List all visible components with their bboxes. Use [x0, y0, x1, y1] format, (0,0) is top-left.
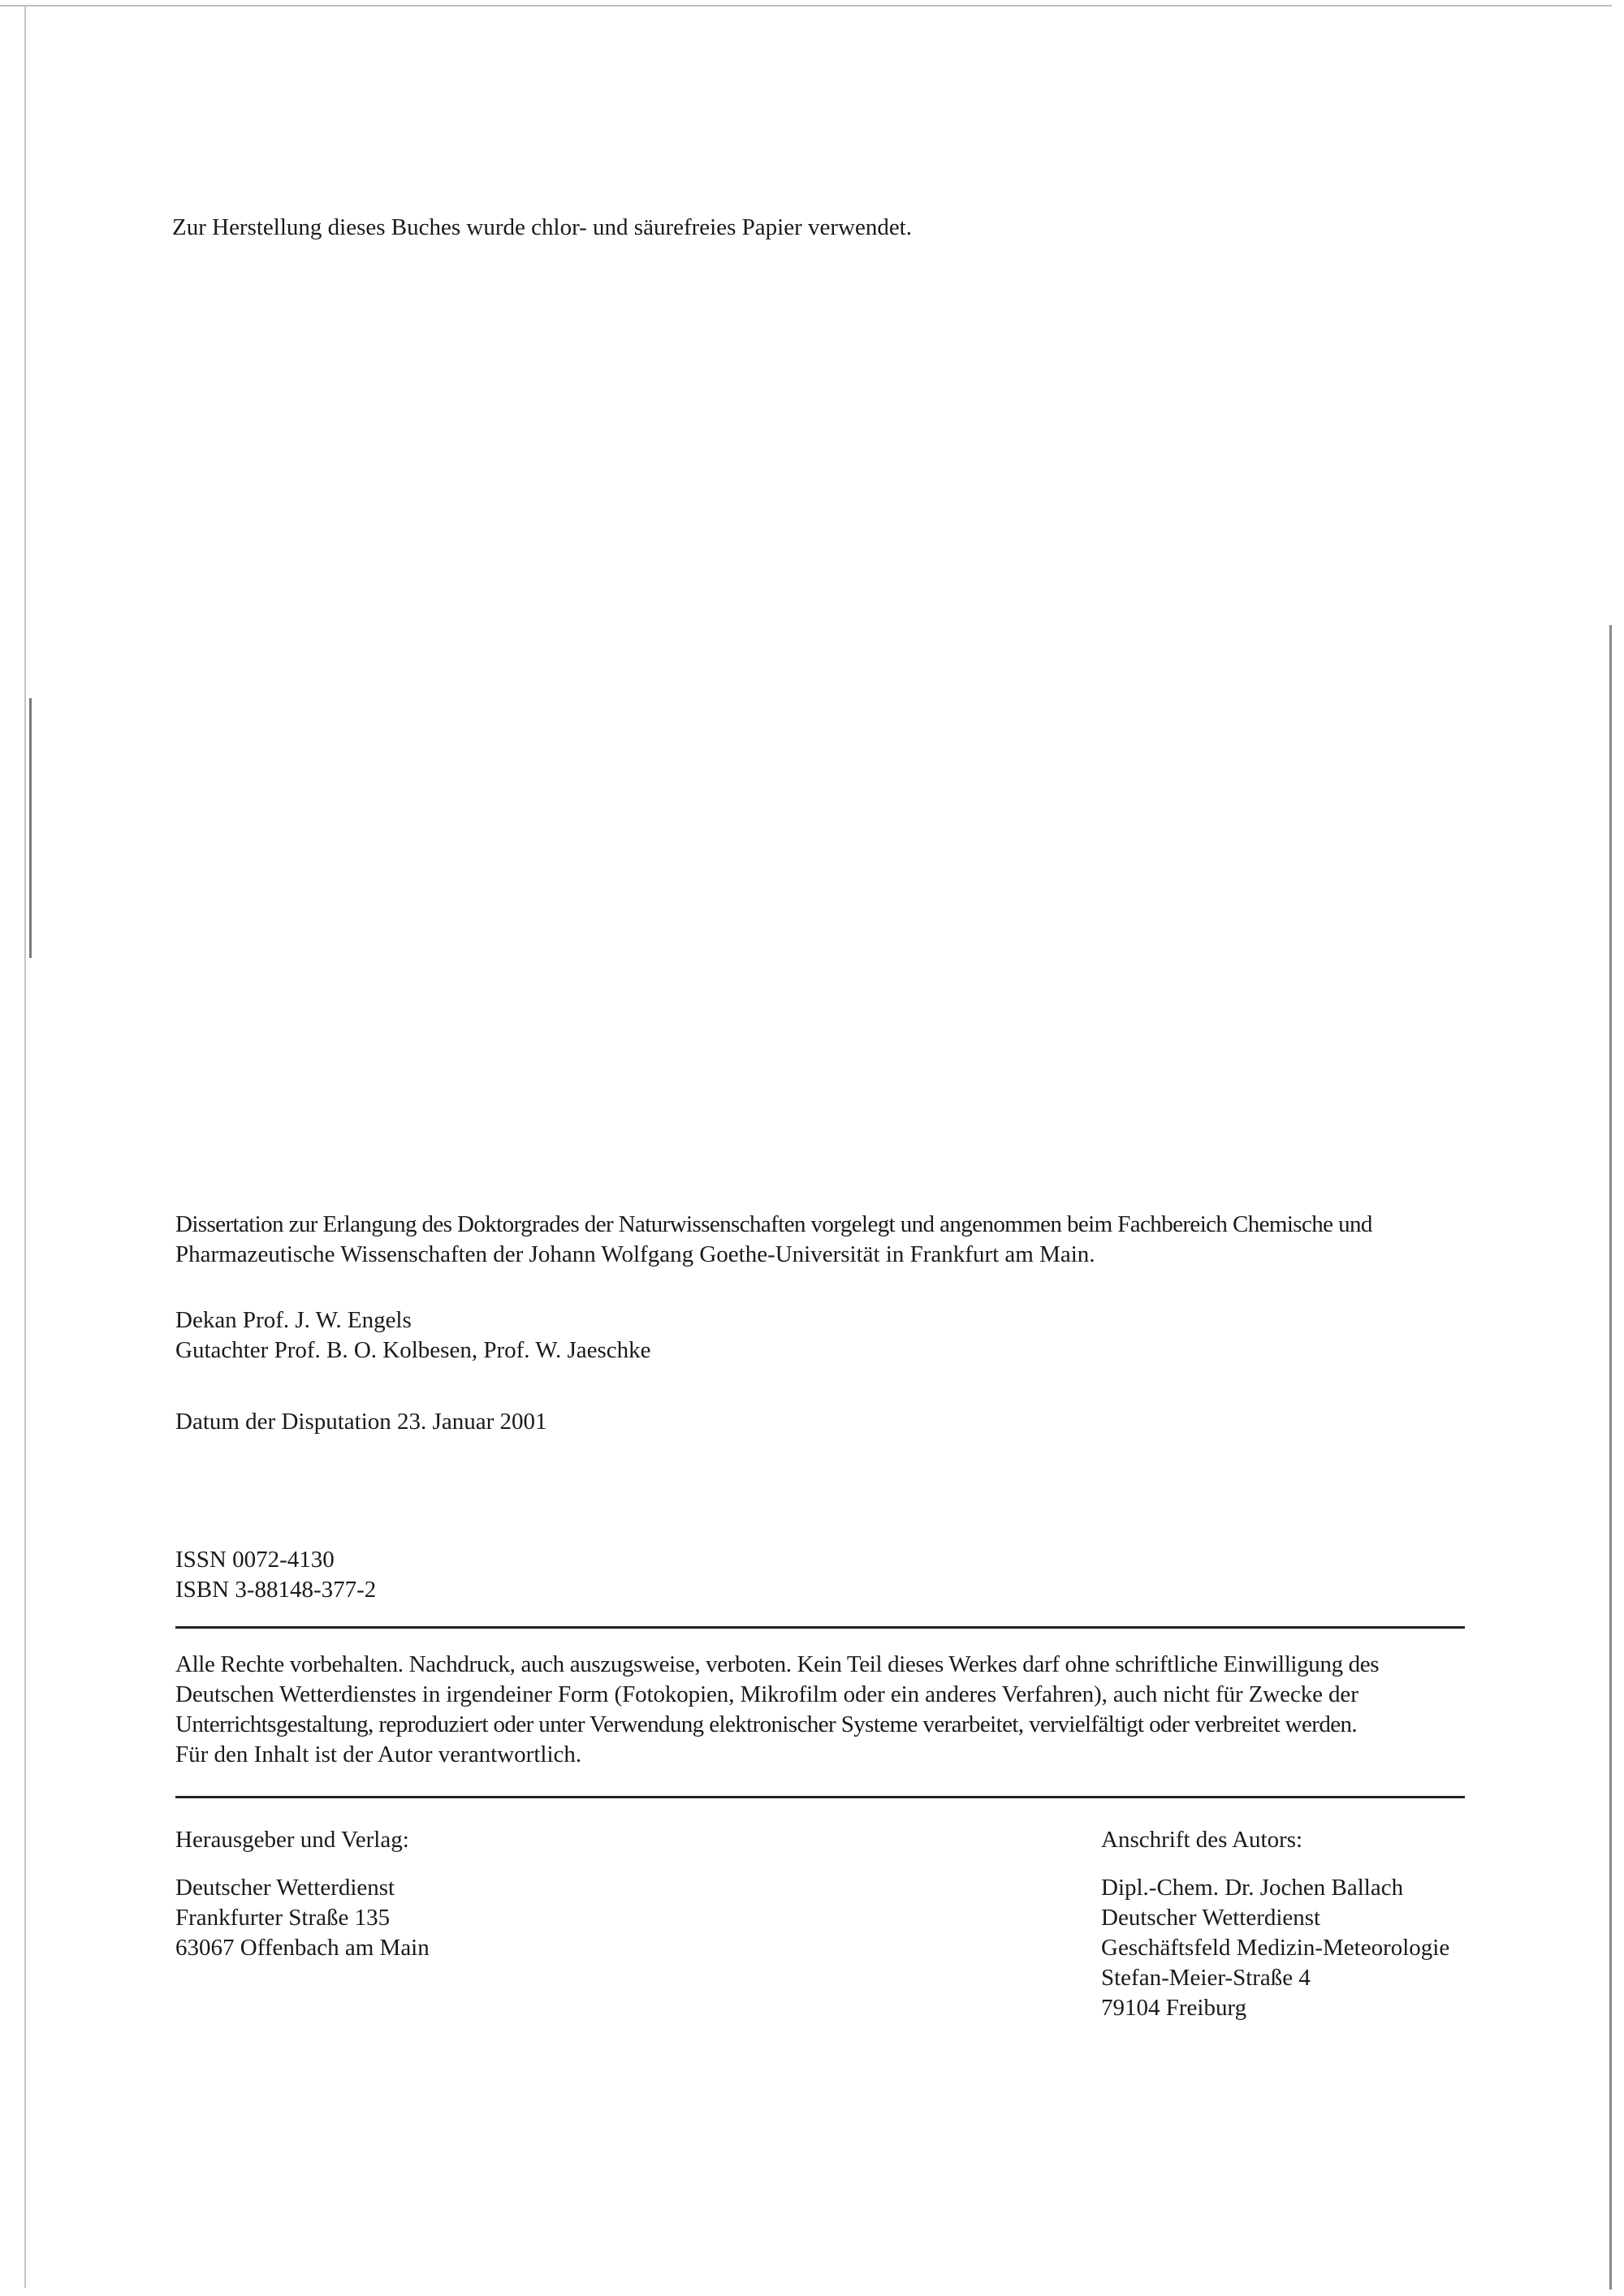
dissertation-statement — [175, 1210, 1471, 1270]
disputation-date-text: Datum der Disputation 23. Januar 2001 — [175, 1409, 547, 1435]
publisher-address-line: Deutscher Wetterdienst — [175, 1875, 395, 1901]
author-address — [1101, 1873, 1556, 2023]
rights-line: Unterrichtsgestaltung, reproduziert oder unter Verwendung elektronischer Systeme verarbeitet, vervielfältigt oder verbreitet werden. — [175, 1711, 1358, 1737]
isbn: ISBN 3-88148-377-2 — [175, 1577, 377, 1603]
rights-notice — [175, 1650, 1466, 1770]
author-address-line: Deutscher Wetterdienst — [1101, 1905, 1321, 1931]
publisher-address-line: 63067 Offenbach am Main — [175, 1935, 430, 1961]
paper-notice — [172, 213, 1471, 243]
author-address-line: Dipl.-Chem. Dr. Jochen Ballach — [1101, 1875, 1404, 1901]
author-heading-text: Anschrift des Autors: — [1101, 1827, 1303, 1853]
disputation-date — [175, 1407, 987, 1437]
paper-notice-text: Zur Herstellung dieses Buches wurde chlor- und säurefreies Papier verwendet. — [172, 214, 912, 240]
scan-edge-right — [1609, 625, 1612, 2290]
gutachter-line: Gutachter Prof. B. O. Kolbesen, Prof. W. Jaeschke — [175, 1337, 651, 1363]
publisher-address — [175, 1873, 744, 1963]
publisher-address-line: Frankfurter Straße 135 — [175, 1905, 391, 1931]
dissertation-line: Pharmazeutische Wissenschaften der Johann Wolfgang Goethe-Universität in Frankfurt am Main. — [175, 1241, 1095, 1267]
rights-line: Alle Rechte vorbehalten. Nachdruck, auch auszugsweise, verboten. Kein Teil dieses Werkes darf ohne schriftliche Einwilligung des — [175, 1651, 1380, 1677]
rights-line: Deutschen Wetterdienstes in irgendeiner Form (Fotokopien, Mikrofilm oder ein anderes Verfahren), auch nicht für Zwecke der — [175, 1681, 1358, 1707]
scan-edge-top — [0, 5, 1612, 6]
issn: ISSN 0072-4130 — [175, 1547, 335, 1573]
scan-edge-left — [24, 6, 26, 2288]
divider-top — [175, 1626, 1465, 1629]
rights-line: Für den Inhalt ist der Autor verantwortlich. — [175, 1741, 582, 1767]
divider-bottom — [175, 1796, 1465, 1798]
publisher-heading-text: Herausgeber und Verlag: — [175, 1827, 409, 1853]
dekan-line: Dekan Prof. J. W. Engels — [175, 1307, 412, 1333]
committee — [175, 1306, 987, 1366]
author-address-line: Geschäftsfeld Medizin-Meteorologie — [1101, 1935, 1450, 1961]
identifiers — [175, 1545, 987, 1605]
scan-edge-left-shadow — [29, 698, 32, 958]
author-address-line: Stefan-Meier-Straße 4 — [1101, 1965, 1311, 1991]
dissertation-line: Dissertation zur Erlangung des Doktorgrades der Naturwissenschaften vorgelegt und angenommen beim Fachbereich Chemische und — [175, 1211, 1372, 1237]
publisher-heading — [175, 1825, 744, 1855]
author-heading — [1101, 1825, 1556, 1855]
author-address-line: 79104 Freiburg — [1101, 1995, 1247, 2021]
